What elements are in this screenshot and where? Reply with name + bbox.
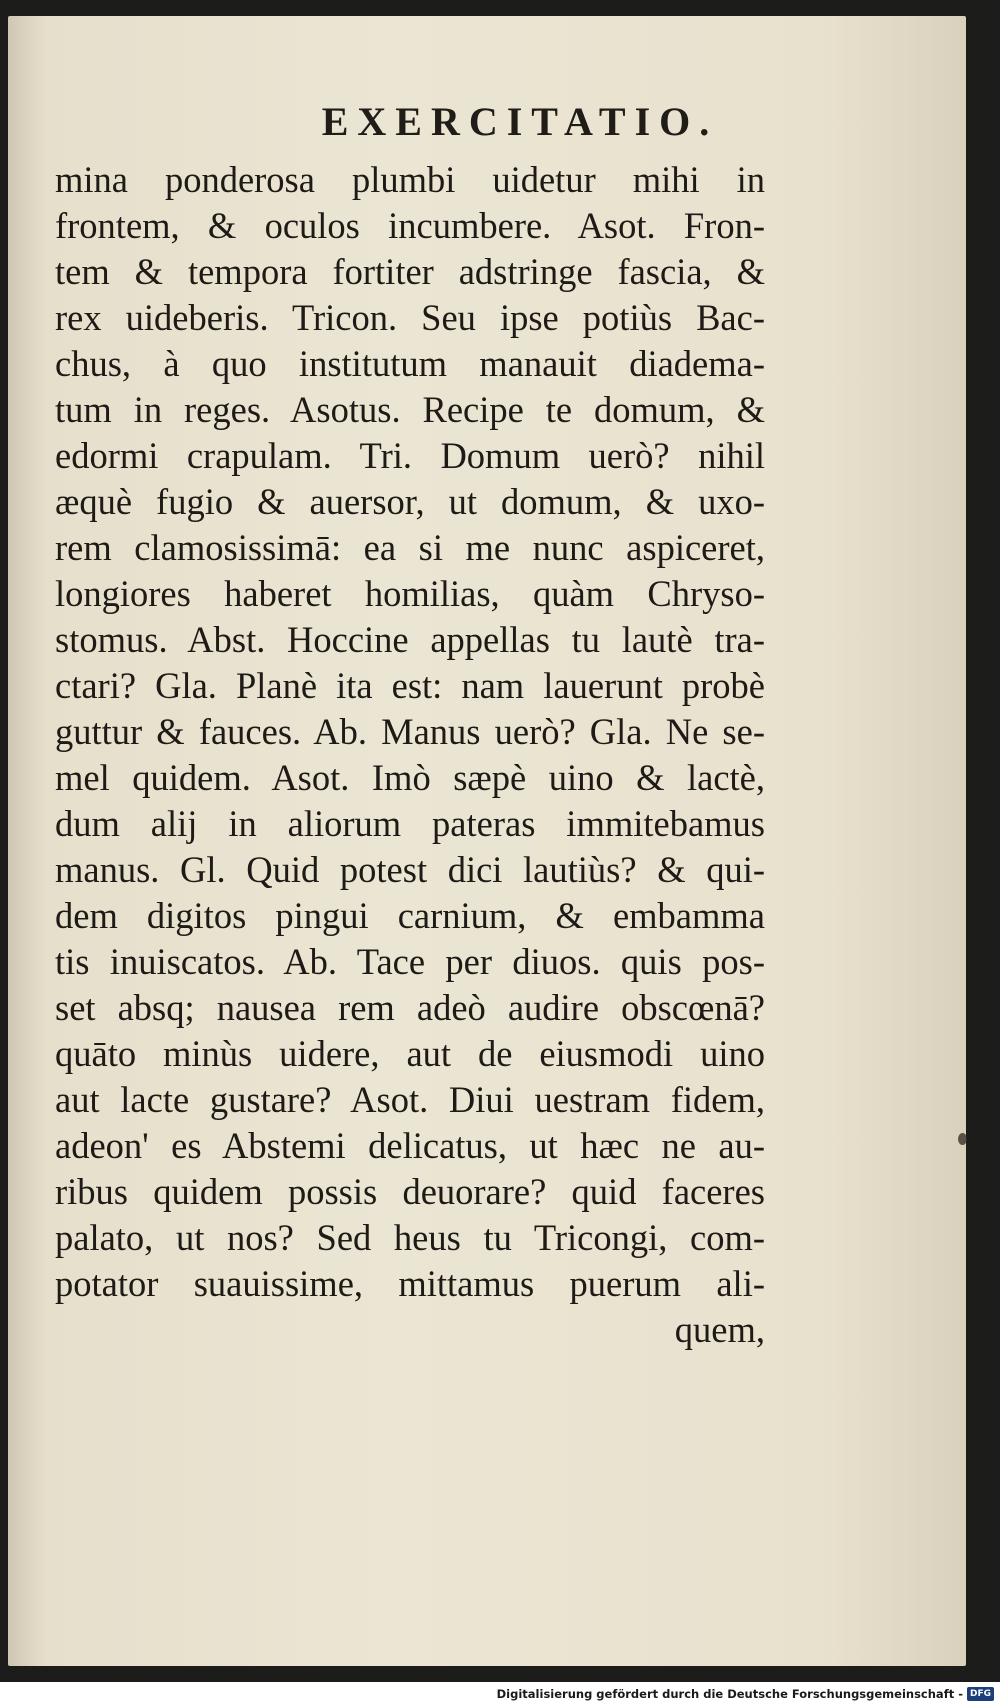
text-line: adeon' es Abstemi delicatus, ut hæc ne au-	[55, 1125, 765, 1166]
paper-blemish	[958, 1133, 967, 1145]
text-line: dem digitos pingui carnium, & embamma	[55, 895, 765, 936]
text-line: ctari? Gla. Planè ita est: nam lauerunt probè	[55, 665, 765, 706]
running-head: EXERCITATIO.	[321, 99, 719, 144]
text-line: palato, ut nos? Sed heus tu Tricongi, com-	[55, 1217, 765, 1258]
catchword: quem,	[674, 1309, 765, 1350]
digitization-credit	[497, 1684, 994, 1703]
text-line: rex uideberis. Tricon. Seu ipse potiùs Bac-	[55, 297, 765, 338]
text-line: mina ponderosa plumbi uidetur mihi in	[55, 159, 765, 200]
text-line: chus, à quo institutum manauit diadema-	[55, 343, 765, 384]
text-line: manus. Gl. Quid potest dici lautiùs? & qui-	[55, 849, 765, 890]
text-line: edormi crapulam. Tri. Domum uerò? nihil	[55, 435, 765, 476]
text-line: dum alij in aliorum pateras immitebamus	[55, 803, 765, 844]
text-line: tis inuiscatos. Ab. Tace per diuos. quis pos-	[55, 941, 765, 982]
text-line: mel quidem. Asot. Imò sæpè uino & lactè,	[55, 757, 765, 798]
text-line: tum in reges. Asotus. Recipe te domum, &	[55, 389, 765, 430]
text-line: set absq; nausea rem adeò audire obscœnā?	[55, 987, 765, 1028]
text-line: aut lacte gustare? Asot. Diui uestram fidem,	[55, 1079, 765, 1120]
text-line: frontem, & oculos incumbere. Asot. Fron-	[55, 205, 765, 246]
text-line: potator suauissime, mittamus puerum ali-	[55, 1263, 765, 1304]
text-line: ribus quidem possis deuorare? quid faceres	[55, 1171, 765, 1212]
text-line: stomus. Abst. Hoccine appellas tu lautè tra-	[55, 619, 765, 660]
text-line: longiores haberet homilias, quàm Chryso-	[55, 573, 765, 614]
text-line: quāto minùs uidere, aut de eiusmodi uino	[55, 1033, 765, 1074]
credit-text: Digitalisierung gefördert durch die Deutsche Forschungsgemeinschaft -	[496, 1686, 963, 1701]
dfg-logo-icon: DFG	[967, 1687, 994, 1701]
text-line: guttur & fauces. Ab. Manus uerò? Gla. Ne se-	[55, 711, 765, 752]
text-line: æquè fugio & auersor, ut domum, & uxo-	[55, 481, 765, 522]
text-line: rem clamosissimā: ea si me nunc aspiceret,	[55, 527, 765, 568]
text-line: tem & tempora fortiter adstringe fascia, &	[55, 251, 765, 292]
body-text	[55, 157, 765, 1353]
